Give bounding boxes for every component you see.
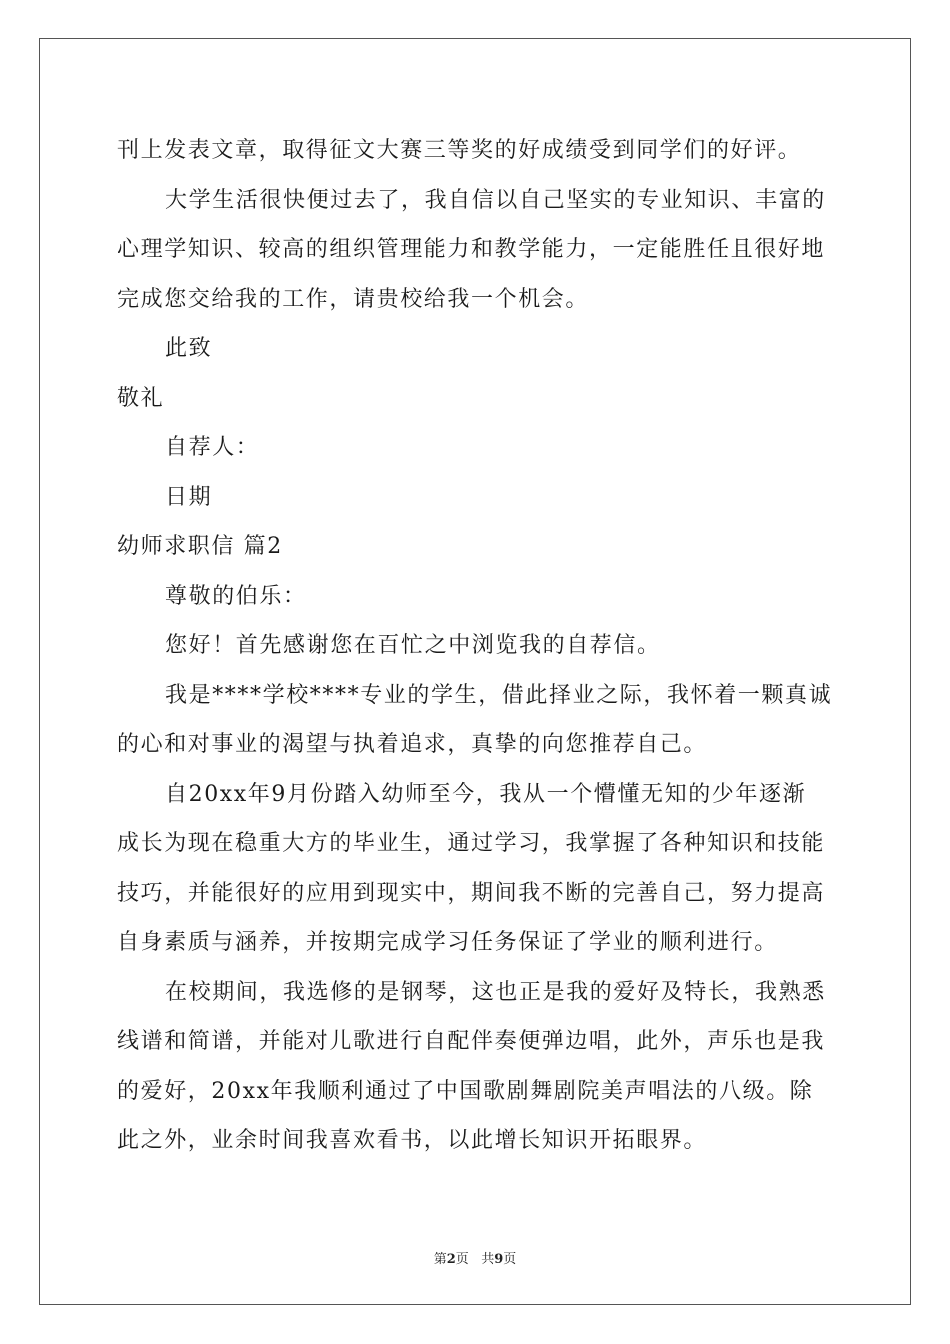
document-body	[117, 126, 839, 1166]
section-title: 幼师求职信 篇2	[117, 534, 283, 559]
paragraph-line: 自20xx年9月份踏入幼师至今，我从一个懵懂无知的少年逐渐	[165, 781, 807, 807]
signature-label: 自荐人：	[165, 435, 260, 460]
closing-regards: 敬礼	[117, 385, 165, 411]
paragraph-line: 大学生活很快便过去了，我自信以自己坚实的专业知识、丰富的	[165, 187, 826, 213]
page-footer	[0, 1248, 950, 1267]
paragraph-line: 刊上发表文章，取得征文大赛三等奖的好成绩受到同学们的好评。	[117, 138, 802, 163]
paragraph-line: 线谱和简谱，并能对儿歌进行自配伴奏便弹边唱，此外，声乐也是我	[117, 1029, 826, 1054]
paragraph-line: 您好！首先感谢您在百忙之中浏览我的自荐信。	[165, 633, 661, 658]
paragraph-line: 此之外，业余时间我喜欢看书，以此增长知识开拓眼界。	[117, 1128, 708, 1153]
paragraph-line: 的爱好，20xx年我顺利通过了中国歌剧舞剧院美声唱法的八级。除	[117, 1078, 814, 1104]
date-label: 日期	[165, 484, 213, 510]
paragraph-line: 我是****学校****专业的学生，借此择业之际，我怀着一颗真诚	[165, 682, 833, 708]
closing-salutation: 此致	[165, 336, 213, 361]
total-label-suffix: 页	[503, 1252, 517, 1267]
paragraph-line: 成长为现在稳重大方的毕业生，通过学习，我掌握了各种知识和技能	[117, 831, 826, 856]
greeting: 尊敬的伯乐：	[165, 583, 307, 609]
page-label-suffix: 页	[455, 1252, 469, 1267]
paragraph-line: 完成您交给我的工作，请贵校给我一个机会。	[117, 286, 590, 312]
paragraph-line: 技巧，并能很好的应用到现实中，期间我不断的完善自己，努力提高	[117, 880, 826, 906]
current-page-number: 2	[446, 1252, 456, 1267]
total-pages-number: 9	[494, 1252, 504, 1267]
paragraph-line: 自身素质与涵养，并按期完成学习任务保证了学业的顺利进行。	[117, 930, 778, 955]
paragraph-line: 的心和对事业的渴望与执着追求，真挚的向您推荐自己。	[117, 732, 708, 757]
page-label-prefix: 第	[433, 1252, 447, 1267]
paragraph-line: 心理学知识、较高的组织管理能力和教学能力，一定能胜任且很好地	[117, 237, 826, 262]
paragraph-line: 在校期间，我选修的是钢琴，这也正是我的爱好及特长，我熟悉	[165, 979, 826, 1005]
total-label-prefix: 共	[481, 1252, 495, 1267]
